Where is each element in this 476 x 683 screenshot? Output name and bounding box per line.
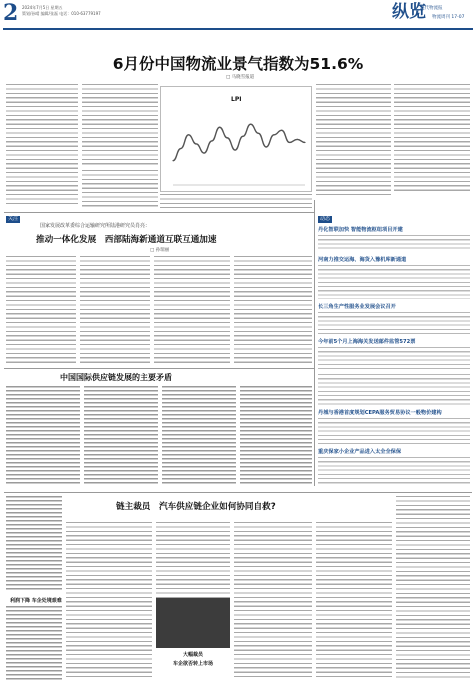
lpi-data-point [219, 127, 220, 128]
chart-title: LPI [231, 96, 242, 103]
date-line: 2024年7月5日 星期五 [22, 5, 63, 10]
feature-headline: 推动一体化发展 西部陆海新通道互联互通加速 [36, 235, 217, 245]
lpi-data-point [242, 136, 243, 137]
article-four-headline: 链主裁员 汽车供应链企业如何协同自救? [116, 502, 276, 512]
lpi-data-point [196, 143, 197, 144]
lpi-chart [160, 86, 312, 192]
lead-column-2 [82, 84, 158, 166]
lead-column-3-tail [82, 170, 158, 208]
lead-byline: □ 马晓雪报道 [226, 75, 255, 80]
lpi-data-point [289, 142, 290, 143]
chart-below-text [160, 194, 312, 208]
sidebar-rule [314, 200, 315, 486]
sidebar-item-6-title: 重庆保家小企业产品进入太全全保保 [318, 449, 402, 455]
sidebar-item-2-body [318, 265, 470, 299]
article-four-column-6 [396, 496, 470, 680]
lpi-data-point [258, 133, 259, 134]
feature-byline: □ 孙瑞丽 [150, 248, 170, 253]
page-number: 2 [3, 0, 19, 26]
editor-line: 策划/孙晴 编辑/张磊 电话：010-63779197 [22, 11, 101, 16]
lpi-data-point [188, 134, 189, 135]
sidebar-item-5-body [318, 418, 470, 444]
header-rule [3, 28, 473, 30]
lpi-data-point [297, 139, 298, 140]
sidebar-item-4-body [318, 347, 470, 369]
sidebar-item-4-title: 今年前5个月上海海关发送邮件监管572票 [318, 339, 416, 345]
lpi-data-point [266, 146, 267, 147]
article-three-column-1 [6, 386, 80, 486]
section-divider-3 [4, 492, 472, 493]
section-divider-2 [4, 368, 314, 369]
sidebar-item-6-body [318, 457, 470, 485]
article-three-column-2 [84, 386, 158, 486]
article-four-column-2 [66, 522, 152, 680]
lpi-data-point [227, 137, 228, 138]
article-three-column-3 [162, 386, 236, 486]
feature-column-3 [154, 256, 230, 364]
lead-column-1 [6, 84, 78, 204]
article-four-column-1b [6, 606, 62, 680]
photo-caption-line-2: 车企欲否转上市场 [172, 661, 213, 667]
feature-column-2 [80, 256, 150, 364]
article-three-headline: 中国国际供应链发展的主要矛盾 [60, 373, 172, 382]
lpi-data-point [235, 149, 236, 150]
lead-column-5 [394, 84, 470, 194]
lead-headline: 6月份中国物流业景气指数为51.6% [112, 55, 364, 73]
lpi-data-point [172, 160, 173, 161]
lpi-data-point [304, 142, 305, 143]
section-line: 物流周刊 17-07 [432, 15, 465, 20]
lpi-data-point [273, 134, 274, 135]
article-four-column-1 [6, 496, 62, 592]
lead-column-4 [316, 84, 391, 196]
feature-tag: 关注 [8, 216, 19, 222]
feature-column-1 [6, 256, 76, 364]
feature-kicker: 国家发展改革委综合运输研究所陆港研究员肖亮： [40, 223, 151, 229]
article-four-subheading: 利润下降 车企处境艰难 [10, 598, 62, 604]
sidebar-item-3-body [318, 312, 470, 334]
section-divider [4, 212, 314, 213]
lpi-chart-svg [161, 87, 313, 193]
lpi-data-point [211, 140, 212, 141]
brand-tagline: 现代物流报 [420, 6, 443, 11]
sidebar-item-2-title: 河南力推交运海、海货入豫机库新通道 [318, 257, 407, 263]
sidebar-item-1-title: 丹化智联加快 智能物流枢纽项目开建 [318, 227, 403, 233]
sidebar-item-1-body [318, 235, 470, 252]
lpi-data-point [281, 130, 282, 131]
article-four-photo [156, 598, 230, 648]
article-four-column-4 [234, 522, 312, 680]
sidebar-item-3-title: 长三角生产性服务业发展会议召开 [318, 304, 396, 310]
lpi-data-point [250, 124, 251, 125]
sidebar-tag: 动态 [320, 216, 331, 222]
article-four-column-5 [316, 522, 392, 680]
article-three-column-4 [240, 386, 312, 486]
sidebar-extra-body [318, 374, 470, 406]
lpi-series-line [173, 124, 305, 160]
feature-column-4 [234, 256, 312, 364]
lpi-data-point [180, 148, 181, 149]
lpi-data-point [203, 152, 204, 153]
photo-caption-line-1: 大幅裁员 [182, 652, 203, 658]
brand-title: 纵览 [392, 2, 426, 22]
sidebar-item-5-title: 丹城与香港首度规划CEPA服务贸易协议一般物价建构 [318, 410, 442, 416]
